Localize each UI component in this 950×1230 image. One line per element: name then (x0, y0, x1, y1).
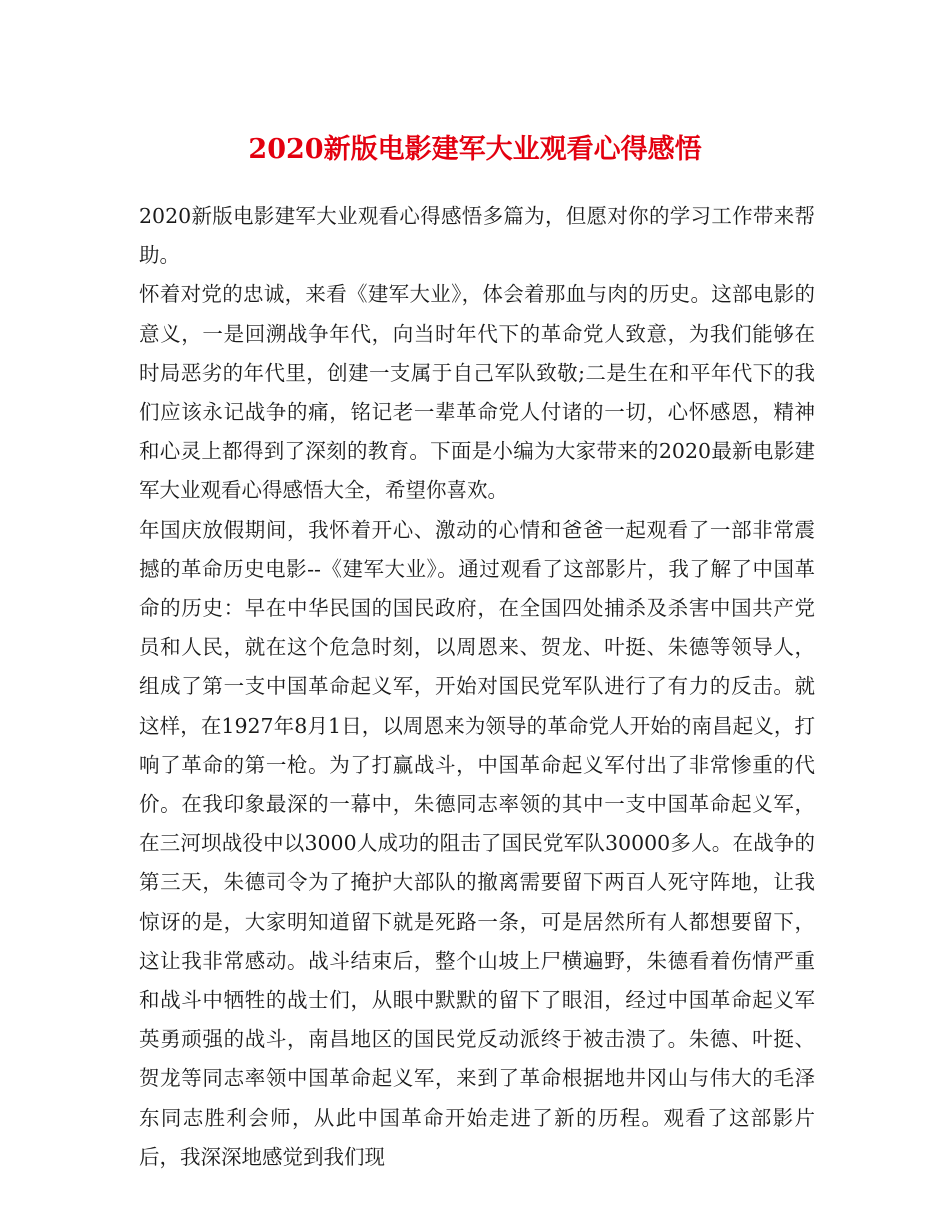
body-paragraph: 年国庆放假期间，我怀着开心、激动的心情和爸爸一起观看了一部非常震撼的革命历史电影--《建军大业》。通过观看了这部影片，我了解了中国革命的历史：早在中华民国的国民政府，在全国四处捕杀及杀害中国共产党员和人民，就在这个危急时刻，以周恩来、贺龙、叶挺、朱德等领导人，组成了第一支中国革命起义军，开始对国民党军队进行了有力的反击。就这样，在1927年8月1日，以周恩来为领导的革命党人开始的南昌起义，打响了革命的第一枪。为了打赢战斗，中国革命起义军付出了非常惨重的代价。在我印象最深的一幕中，朱德同志率领的其中一支中国革命起义军，在三河坝战役中以3000人成功的阻击了国民党军队30000多人。在战争的第三天，朱德司令为了掩护大部队的撤离需要留下两百人死守阵地，让我惊讶的是，大家明知道留下就是死路一条，可是居然所有人都想要留下，这让我非常感动。战斗结束后，整个山坡上尸横遍野，朱德看着伤情严重和战斗中牺牲的战士们，从眼中默默的留下了眼泪，经过中国革命起义军英勇顽强的战斗，南昌地区的国民党反动派终于被击溃了。朱德、叶挺、贺龙等同志率领中国革命起义军，来到了革命根据地井冈山与伟大的毛泽东同志胜利会师，从此中国革命开始走进了新的历程。观看了这部影片后，我深深地感觉到我们现 (139, 517, 815, 1169)
document-title: 2020新版电影建军大业观看心得感悟 (248, 134, 702, 165)
document-body (139, 197, 815, 1177)
intro-paragraph: 2020新版电影建军大业观看心得感悟多篇为，但愿对你的学习工作带来帮助。 (139, 204, 815, 268)
body-paragraph: 怀着对党的忠诚，来看《建军大业》，体会着那血与肉的历史。这部电影的意义，一是回溯战争年代，向当时年代下的革命党人致意，为我们能够在时局恶劣的年代里，创建一支属于自己军队致敬;二是生在和平年代下的我们应该永记战争的痛，铭记老一辈革命党人付诸的一切，心怀感恩，精神和心灵上都得到了深刻的教育。下面是小编为大家带来的2020最新电影建军大业观看心得感悟大全，希望你喜欢。 (139, 282, 815, 503)
